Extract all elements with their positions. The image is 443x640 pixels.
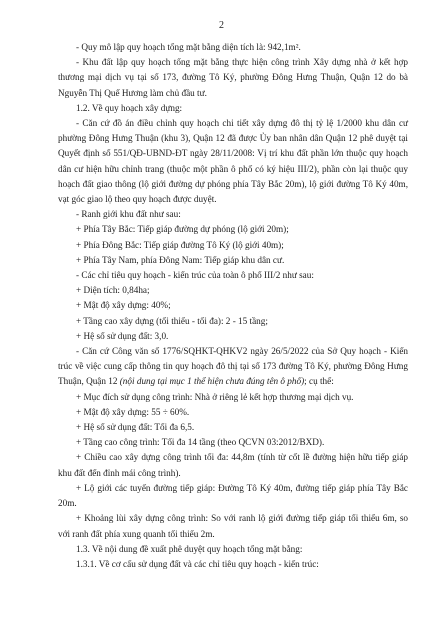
list-item: + Khoảng lùi xây dựng công trình: So với ranh lộ giới đường tiếp giáp tối thiểu 6m, so với ranh đất phía xung quanh tối thiểu 2m. (58, 513, 408, 539)
list-item: + Phía Tây Bắc: Tiếp giáp đường dự phóng (lộ giới 20m); (76, 224, 289, 235)
paragraph: - Căn cứ đồ án điều chỉnh quy hoạch chi tiết xây dựng đô thị tỷ lệ 1/2000 khu dân cư phường Đông Hưng Thuận (khu 3), Quận 12 đã được Ủy ban nhân dân Quận 12 phê duyệt tại Quyết định số 551/QĐ-UBND-ĐT ngày 28/11/2008: Vị trí khu đất phần lớn thuộc quy hoạch dân cư hiện hữu chỉnh trang (thuộc một phần ô phố có ký hiệu III/2), phần còn lại thuộc quy hoạch đất giao thông (lộ giới đường dự phóng phía Tây Bắc 20m), lộ giới đường Tô Ký 40m, vạt góc giao lộ theo quy hoạch được duyệt. (58, 118, 408, 205)
section-heading: 1.2. Về quy hoạch xây dựng: (76, 102, 183, 113)
subsection-heading: 1.3.1. Về cơ cấu sử dụng đất và các chỉ tiêu quy hoạch - kiến trúc: (76, 558, 319, 569)
list-item: + Mật độ xây dựng: 55 ÷ 60%. (76, 406, 190, 417)
paragraph-text: - Căn cứ Công văn số 1776/SQHKT-QHKV2 ngày 26/5/2022 của Sở Quy hoạch - Kiến trúc về việc cung cấp thông tin quy hoạch đô thị tại số 173 đường Tô Ký, phường Đông Hưng Thuận, Quận 12 (58, 346, 408, 387)
paragraph: - Ranh giới khu đất như sau: (76, 209, 181, 220)
list-item: + Hệ số sử dụng đất: 3,0. (76, 330, 169, 341)
section-heading: 1.3. Về nội dung đề xuất phê duyệt quy hoạch tổng mặt bằng: (76, 543, 303, 554)
list-item: + Mục đích sử dụng công trình: Nhà ở riêng lẻ kết hợp thương mại dịch vụ. (76, 391, 354, 402)
list-item: + Phía Tây Nam, phía Đông Nam: Tiếp giáp khu dân cư. (76, 254, 285, 265)
list-item: + Mật độ xây dựng: 40%; (76, 300, 171, 311)
list-item: + Chiều cao xây dựng công trình tối đa: 44,8m (tính từ cốt lề đường hiện hữu tiếp giáp khu đất đến đỉnh mái công trình). (58, 452, 408, 478)
paragraph: - Quy mô lập quy hoạch tổng mặt bằng diện tích là: 942,1m². (76, 42, 301, 52)
paragraph-tail: ; cụ thể: (304, 376, 334, 387)
list-item: + Tầng cao công trình: Tối đa 14 tầng (theo QCVN 03:2012/BXD). (76, 437, 325, 448)
paragraph: - Các chỉ tiêu quy hoạch - kiến trúc của toàn ô phố III/2 như sau: (76, 270, 314, 281)
list-item: + Tầng cao xây dựng (tối thiểu - tối đa): 2 - 15 tầng; (76, 315, 268, 326)
page-number: 2 (219, 20, 224, 31)
paragraph (58, 344, 408, 390)
list-item: + Hệ số sử dụng đất: Tối đa 6,5. (76, 422, 195, 433)
list-item: + Lộ giới các tuyến đường tiếp giáp: Đường Tô Ký 40m, đường tiếp giáp phía Tây Bắc 20m. (58, 482, 408, 509)
list-item: + Diện tích: 0,84ha; (76, 285, 150, 296)
document-body (58, 40, 408, 572)
italic-note: (nội dung tại mục 1 thể hiện chưa đúng tên ô phố) (119, 376, 305, 387)
paragraph: - Khu đất lập quy hoạch tổng mặt bằng thực hiện công trình Xây dựng nhà ở kết hợp thương mại dịch vụ tại số 173, đường Tô Ký, phường Đông Hưng Thuận, Quận 12 do bà Nguyễn Thị Quế Hương làm chủ đầu tư. (58, 57, 408, 98)
list-item: + Phía Đông Bắc: Tiếp giáp đường Tô Ký (lộ giới 40m); (76, 239, 284, 250)
